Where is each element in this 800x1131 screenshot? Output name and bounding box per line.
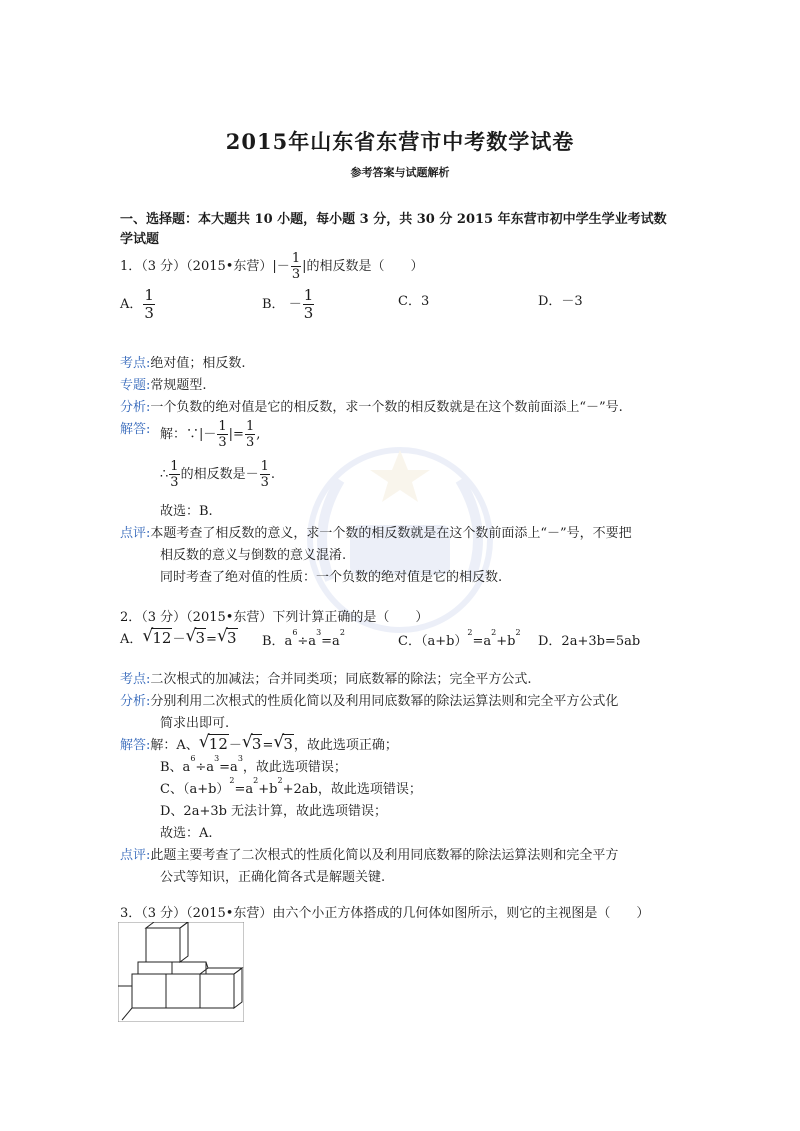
q1-option-a: A． $\frac{1}{3}$ bbox=[120, 286, 154, 322]
page-title: 2015年山东省东营市中考数学试卷 bbox=[225, 129, 575, 154]
q1-option-d: D．－3 bbox=[538, 294, 583, 309]
q2-dianping-2: 公式等知识，正确化简各式是解题关键. bbox=[160, 870, 386, 885]
q1-option-b: B． － $\frac{1}{3}$ bbox=[262, 286, 314, 322]
q2-stem: 2．（3 分）（2015•东营）下列计算正确的是（ ） bbox=[120, 610, 429, 625]
q2-dianping: 点评:此题主要考查了二次根式的性质化简以及利用同底数幂的除法运算法则和完全平方 bbox=[120, 848, 619, 863]
section-heading: 一、选择题：本大题共 10 小题，每小题 3 分，共 30 分 2015 年东营市初中学生学业考试数 bbox=[120, 212, 667, 227]
q2-fenxi-2: 简求出即可. bbox=[160, 716, 230, 731]
q2-option-b: B．$a^6\div a^3=a^2$ bbox=[262, 628, 345, 649]
q1-dianping: 点评:本题考查了相反数的意义，求一个数的相反数就是在这个数前面添上“－”号，不要把 bbox=[120, 526, 632, 541]
q1-fraction: $\frac{1}{3}$ bbox=[291, 251, 301, 282]
section-heading-cont: 学试题 bbox=[120, 232, 160, 247]
q2-jieda-a: 解答:解：A、 √ 12－ √ 3= √ 3，故此选项正确； bbox=[120, 732, 398, 753]
q1-jieda-label: 解答: bbox=[120, 422, 151, 437]
q1-fenxi: 分析:一个负数的绝对值是它的相反数，求一个数的相反数就是在这个数前面添上“－”号. bbox=[120, 400, 623, 415]
q1-jieda-line1: 解：∵|－ $\frac{1}{3}$ |= $\frac{1}{3}$ , bbox=[160, 419, 261, 450]
q1-answer: 故选：B. bbox=[160, 504, 213, 519]
q1-jieda-line2: ∴ $\frac{1}{3}$ 的相反数是－ $\frac{1}{3}$ . bbox=[160, 459, 275, 490]
q2-jieda-c: C、$(a+b)^2=a^2+b^2+2ab$，故此选项错误； bbox=[160, 776, 422, 797]
q2-jieda-d: D、2a+3b 无法计算，故此选项错误； bbox=[160, 804, 388, 819]
q2-option-d: D．2a+3b=5ab bbox=[538, 634, 641, 649]
q2-fenxi: 分析:分别利用二次根式的性质化简以及利用同底数幂的除法运算法则和完全平方公式化 bbox=[120, 694, 619, 709]
q2-jieda-b: B、$a^6\div a^3=a^3$，故此选项错误； bbox=[160, 754, 347, 775]
q1-stem: 1．（3 分）（2015•东营）|－ $\frac{1}{3}$ |的相反数是（ ） bbox=[120, 251, 424, 282]
q1-dianping-3: 同时考查了绝对值的性质：一个负数的绝对值是它的相反数. bbox=[160, 570, 503, 585]
q1-kaodian: 考点:绝对值；相反数. bbox=[120, 356, 246, 371]
q2-option-a: A． √ 12－ √ 3= √ 3 bbox=[120, 626, 237, 647]
q3-stem: 3．（3 分）（2015•东营）由六个小正方体搭成的几何体如图所示，则它的主视图是（ ） bbox=[120, 906, 650, 921]
q2-answer: 故选：A. bbox=[160, 826, 213, 841]
q1-zhuanti: 专题:常规题型. bbox=[120, 378, 207, 393]
q1-dianping-2: 相反数的意义与倒数的意义混淆. bbox=[160, 548, 347, 563]
q2-option-c: C．$(a+b)^2=a^2+b^2$ bbox=[398, 628, 521, 649]
q2-kaodian: 考点:二次根式的加减法；合并同类项；同底数幂的除法；完全平方公式. bbox=[120, 672, 532, 687]
q1-option-c: C．3 bbox=[398, 294, 430, 309]
page-subtitle: 参考答案与试题解析 bbox=[350, 166, 450, 179]
cube-stack-figure bbox=[118, 922, 244, 1022]
